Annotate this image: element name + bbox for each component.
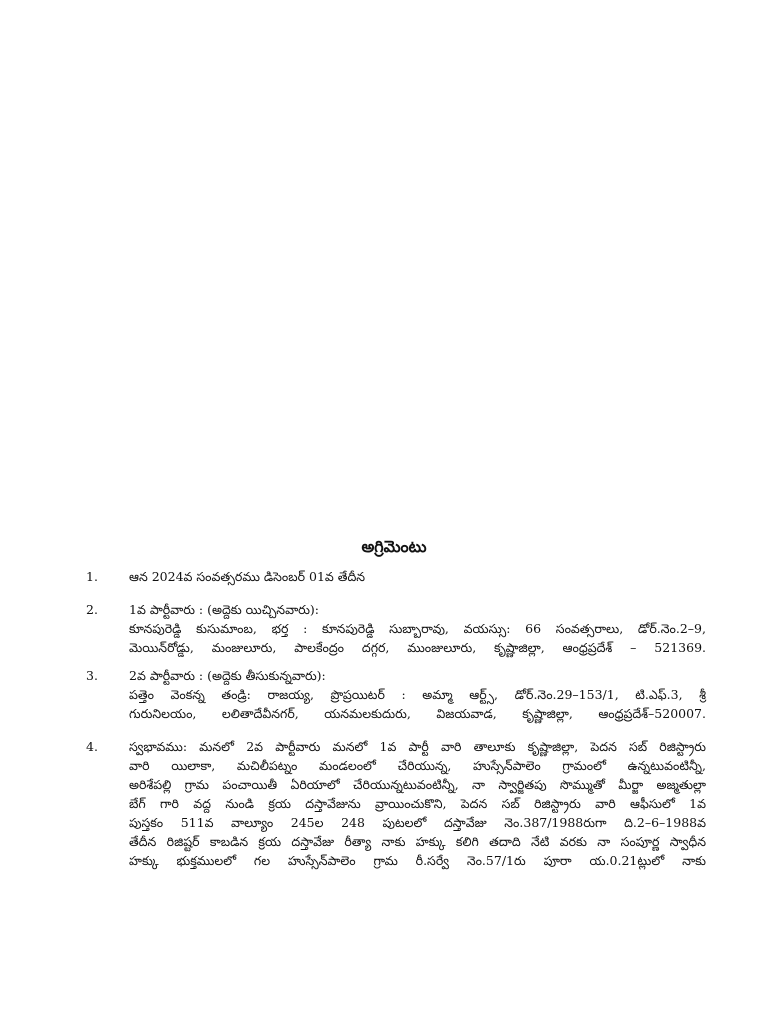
item-line: హక్కు భుక్తములలో గల హుస్సేన్‌పాలెం గ్రామ రీ.సర్వే నెం.57/1రు పూరా య.0.21ట్లులో నాకు xyxy=(129,853,706,868)
item-body xyxy=(129,666,706,723)
item-line: గురునిలయం, లలితాదేవీనగర్, యనమలకుదురు, విజయవాడ, కృష్ణాజిల్లా, ఆంధ్రప్రదేశ్–520007. xyxy=(129,706,706,721)
document-title: అగ్రిమెంటు xyxy=(361,537,427,556)
item-line: తేదీన రిజిష్టర్ కాబడిన క్రయ దస్తావేజు రీత్యా నాకు హక్కు కలిగి తదాది నేటి వరకు నా సంపూర్ణ స్వాధీన xyxy=(129,834,706,849)
item-line: ఆన 2024వ సంవత్సరము డిసెంబర్ 01వ తేదీన xyxy=(129,569,366,584)
item-body xyxy=(129,567,706,586)
item-number: 2. xyxy=(86,602,98,617)
item-number: 3. xyxy=(86,668,98,683)
item-line: పుస్తకం 511వ వాల్యూం 245ల 248 పుటలలో దస్తావేజు నెం.387/1988రుగా ది.2–6–1988వ xyxy=(129,815,706,830)
item-line: కూనపురెడ్డి కుసుమాంబ, భర్త : కూనపురెడ్డి సుబ్బారావు, వయస్సు: 66 సంవత్సరాలు, డోర్.నెం.2–9, xyxy=(129,621,706,636)
item-number: 1. xyxy=(86,569,98,584)
item-line: అరిశేపల్లి గ్రామ పంచాయితీ ఏరియాలో చేరియున్నటువంటిన్నీ, నా స్వార్జితపు సొమ్ముతో మీర్జా అజ్మతుల్లా xyxy=(129,777,706,792)
item-line: పత్తెం వెంకన్న తండ్రి: రాజయ్య, ప్రొప్రయిటర్ : అమ్మా ఆర్ట్స్, డోర్.నెం.29–153/1, టి.ఎఫ్.3, శ్రీ xyxy=(129,687,706,702)
item-line: వారి యిలాకా, మచిలీపట్నం మండలంలో చేరియున్న, హుస్సేన్‌పాలెం గ్రామంలో ఉన్నటువంటిన్నీ, xyxy=(129,758,706,773)
item-number: 4. xyxy=(86,739,98,754)
item-line: బేగ్ గారి వద్ద నుండి క్రయ దస్తావేజును వ్రాయించుకొని, పెదన సబ్ రిజిస్ట్రారు వారి ఆఫీసులో 1వ xyxy=(129,796,706,811)
item-body xyxy=(129,600,706,657)
item-line: స్వభావము: మనలో 2వ పార్టీవారు మనలో 1వ పార్టీ వారి తాలూకు కృష్ణాజిల్లా, పెదన సబ్ రిజిస్ట్రారు xyxy=(129,739,706,754)
party-heading: 1వ పార్టీవారు : (అద్దెకు యిచ్చినవారు): xyxy=(129,602,319,617)
item-body xyxy=(129,737,706,870)
party-heading: 2వ పార్టీవారు : (అద్దెకు తీసుకున్నవారు): xyxy=(129,668,326,683)
item-line: మెయిన్‌రోడ్డు, మంజులూరు, పాలకేంద్రం దగ్గర, ముంజులూరు, కృష్ణాజిల్లా, ఆంధ్రప్రదేశ్ – 521369. xyxy=(129,640,706,655)
